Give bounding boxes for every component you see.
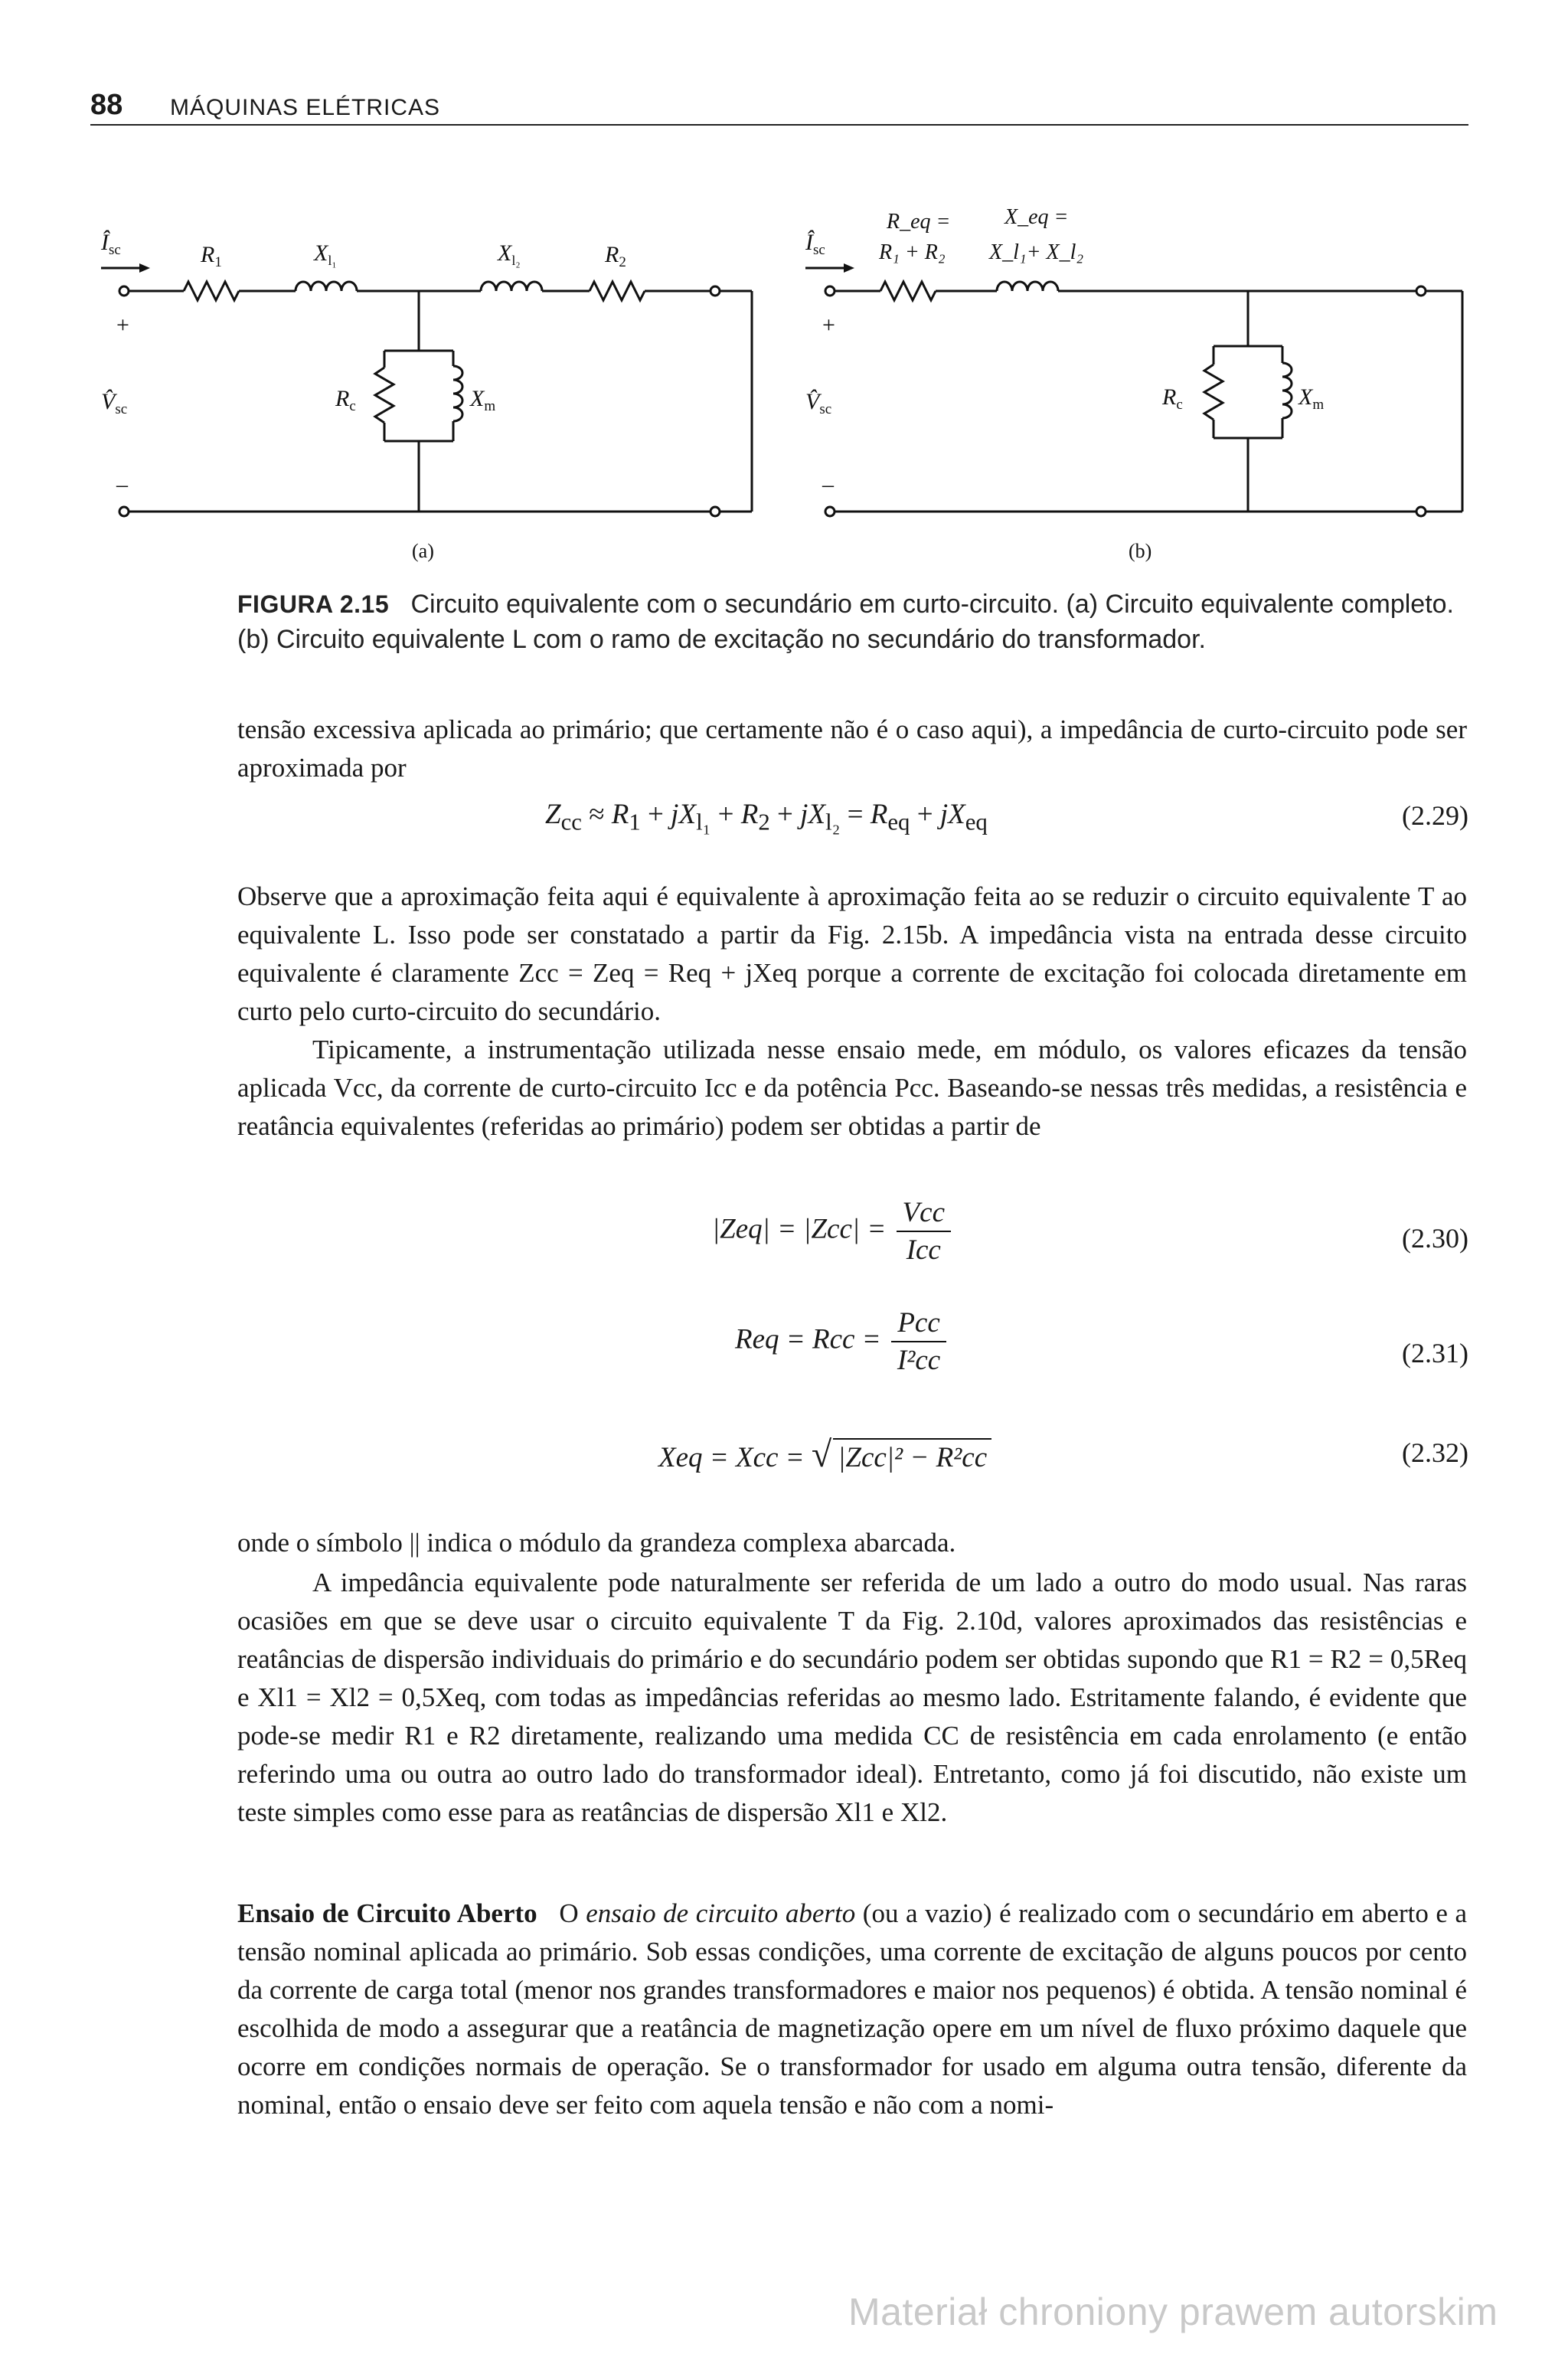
paragraph-3: Tipicamente, a instrumentação utilizada nesse ensaio mede, em módulo, os valores eficazes da tensão aplicada Vcc, da corrente de curto-circuito Icc e da potência Pcc. Baseando-se nessas três medidas, a resistência e reatância equivalentes (referidas ao primário) podem ser obtidas a partir de — [237, 1035, 1467, 1141]
paragraph-2: Observe que a aproximação feita aqui é equivalente à aproximação feita ao se reduzir o circuito equivalente T ao equivalente L. Isso pode ser constatado a partir da Fig. 2.15b. A impedância vista na entrada desse circuito equivalente é claramente Zcc = Zeq = Req + jXeq porque a corrente de excitação foi colocada diretamente em curto pelo curto-circuito do secundário. — [237, 881, 1467, 1026]
label-xl1: $X_{l_1}$ — [314, 240, 337, 268]
panel-a-label: (a) — [412, 540, 434, 562]
equation-2-31: Req = Rcc = $\frac{\text{Pcc}}{\text{I²cc}}$ — [735, 1306, 949, 1377]
label-minus-b: – — [822, 472, 834, 497]
label-plus-b: + — [822, 312, 835, 338]
paragraph-6: Ensaio de Circuito Aberto O ensaio de circuito aberto (ou a vazio) é realizado com o secundário em aberto e a tensão nominal aplicada ao primário. Sob essas condições, uma corrente de excitação de alguns poucos por cento da corrente de carga total (menor nos grandes transformadores e maior nos pequenos) é obtida. A tensão nominal é escolhida de modo a assegurar que a reatância de magnetização opere em um nível de fluxo próximo daquele que ocorre em condições normais de operação. Se o transformador for usado em alguma outra tensão, diferente da nominal, então o ensaio deve ser feito com aquela tensão e não com a nomi- — [237, 1898, 1468, 2120]
label-v-sc-b: $V̂_{sc}$ — [805, 389, 832, 417]
label-i-sc-b: $Î_{sc}$ — [805, 230, 825, 258]
section-title: Ensaio de Circuito Aberto — [237, 1898, 537, 1928]
equation-number-2-30: (2.30) — [1402, 1223, 1468, 1254]
label-xl2: $X_{l_2}$ — [498, 240, 521, 268]
copyright-watermark: Materiał chroniony prawem autorskim — [848, 2290, 1498, 2333]
paragraph-4: onde o símbolo || indica o módulo da grandeza complexa abarcada. — [237, 1528, 956, 1558]
label-v-sc: $V̂_{sc}$ — [101, 389, 128, 417]
label-minus: – — [116, 472, 128, 497]
equation-2-30: |Zeq| = |Zcc| = $\frac{\text{Vcc}}{\text{Icc}}$ — [712, 1196, 954, 1267]
equation-2-32: Xeq = Xcc = √ |Zcc|² − R²cc — [658, 1434, 991, 1476]
paragraph-5: A impedância equivalente pode naturalmente ser referida de um lado a outro do modo usual. Nas raras ocasiões em que se deve usar o circuito equivalente T da Fig. 2.10d, valores aproximados das resistências e reatâncias de dispersão individuais do primário e do secundário podem ser obtidas supondo que R1 = R2 = 0,5Req e Xl1 = Xl2 = 0,5Xeq, com todas as impedâncias referidas ao mesmo lado. Estritamente falando, é evidente que pode-se medir R1 e R2 diretamente, realizando uma medida CC de resistência em cada enrolamento (e então referindo uma ou outra ao outro lado do transformador ideal). Entretanto, como já foi discutido, não existe um teste simples como esse para as reatâncias de dispersão Xl1 e Xl2. — [237, 1568, 1467, 1827]
label-i-sc: $Î_{sc}$ — [101, 230, 121, 258]
paragraph-1: tensão excessiva aplicada ao primário; que certamente não é o caso aqui), a impedância de curto-circuito pode ser aproximada por — [237, 714, 1467, 783]
label-xeq-def: X_eq = — [1004, 205, 1069, 229]
circuit-diagram-b — [796, 184, 1478, 567]
equation-number-2-31: (2.31) — [1402, 1338, 1468, 1368]
figure-label: FIGURA 2.15 — [237, 590, 390, 618]
equation-number-2-32: (2.32) — [1402, 1437, 1468, 1468]
label-req-def: R_eq = — [887, 210, 951, 234]
label-r1: $R_1$ — [201, 242, 222, 270]
page-number: 88 — [90, 89, 123, 121]
equation-2-29: $Z_{cc} \approx R_1 + jX_{l_1} + R_2 + jX_{l_2} = R_{eq} + jX_{eq}$ — [545, 799, 988, 835]
label-xm: $X_m$ — [470, 386, 496, 414]
figure-caption-text: Circuito equivalente com o secundário em curto-circuito. (a) Circuito equivalente completo. (b) Circuito equivalente L com o ramo de excitação no secundário do transformador. — [237, 590, 1454, 654]
label-req-sum: R₁ + R₂ — [879, 240, 946, 264]
label-r2: $R_2$ — [605, 242, 626, 270]
label-xm-b: $X_m$ — [1298, 384, 1325, 413]
figure-caption — [237, 587, 1467, 657]
running-header — [90, 86, 1468, 126]
equation-number-2-29: (2.29) — [1402, 800, 1468, 831]
circuit-diagram-a — [92, 214, 766, 567]
panel-b-label: (b) — [1129, 540, 1152, 562]
label-rc-b: $R_c$ — [1162, 384, 1183, 413]
label-plus: + — [116, 312, 129, 338]
running-title: MÁQUINAS ELÉTRICAS — [170, 95, 441, 120]
label-xeq-sum: X_l₁+ X_l₂ — [989, 240, 1084, 264]
label-rc: $R_c$ — [335, 386, 356, 414]
